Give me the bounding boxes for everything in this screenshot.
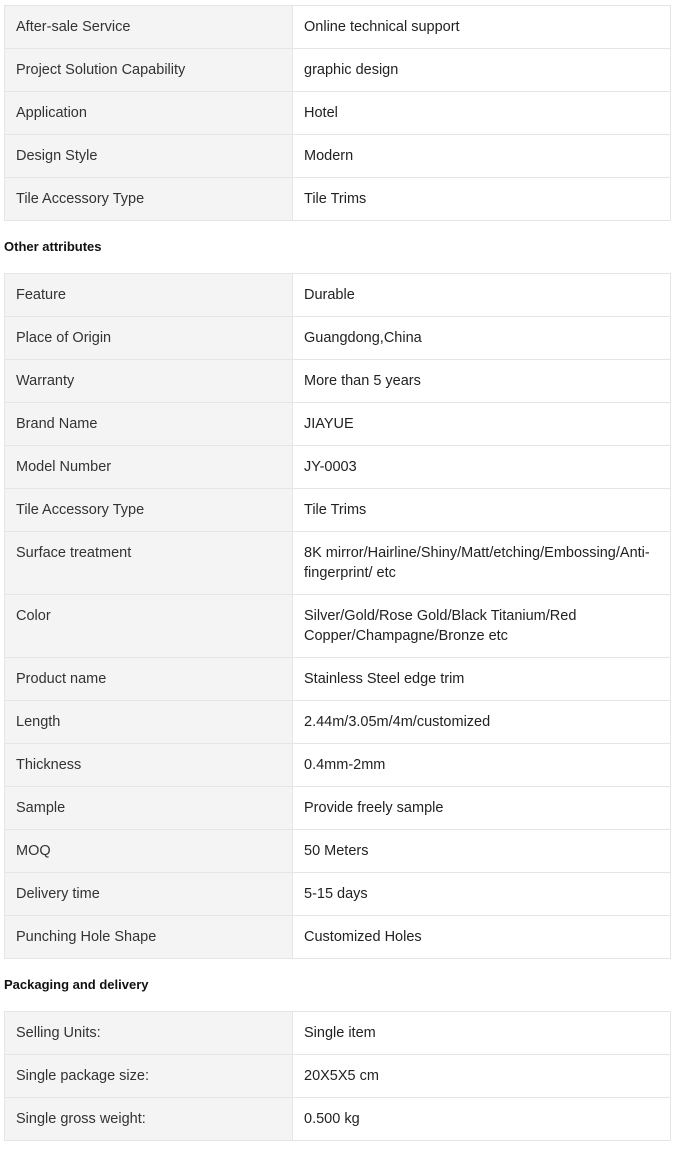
attribute-key: Single gross weight: [5, 1098, 293, 1141]
table-row [5, 92, 671, 135]
attribute-value: 20X5X5 cm [293, 1055, 671, 1098]
table-row [5, 49, 671, 92]
table-row [5, 403, 671, 446]
attribute-key: Tile Accessory Type [5, 489, 293, 532]
attribute-key: Place of Origin [5, 317, 293, 360]
attribute-value: Tile Trims [293, 178, 671, 221]
main-attributes-table [4, 5, 671, 221]
table-row [5, 1055, 671, 1098]
attribute-value: Online technical support [293, 6, 671, 49]
attribute-key: Thickness [5, 744, 293, 787]
attribute-value: Tile Trims [293, 489, 671, 532]
attribute-key: Application [5, 92, 293, 135]
table-row [5, 658, 671, 701]
table-row [5, 873, 671, 916]
attribute-key: Warranty [5, 360, 293, 403]
attribute-key: Selling Units: [5, 1012, 293, 1055]
attribute-value: Stainless Steel edge trim [293, 658, 671, 701]
attribute-value: 50 Meters [293, 830, 671, 873]
attribute-key: After-sale Service [5, 6, 293, 49]
attribute-key: MOQ [5, 830, 293, 873]
table-row [5, 532, 671, 595]
attribute-value: JY-0003 [293, 446, 671, 489]
table-row [5, 787, 671, 830]
attribute-key: Model Number [5, 446, 293, 489]
table-row [5, 701, 671, 744]
attribute-key: Single package size: [5, 1055, 293, 1098]
attribute-value: 5-15 days [293, 873, 671, 916]
table-row [5, 1098, 671, 1141]
other-attributes-table [4, 273, 671, 959]
product-attributes [4, 5, 671, 1141]
attribute-value: 8K mirror/Hairline/Shiny/Matt/etching/Embossing/Anti-fingerprint/ etc [293, 532, 671, 595]
attribute-value: Guangdong,China [293, 317, 671, 360]
table-row [5, 178, 671, 221]
attribute-key: Feature [5, 274, 293, 317]
attribute-value: Customized Holes [293, 916, 671, 959]
table-row [5, 446, 671, 489]
table-row [5, 317, 671, 360]
attribute-key: Color [5, 595, 293, 658]
table-row [5, 489, 671, 532]
table-row [5, 274, 671, 317]
attribute-key: Product name [5, 658, 293, 701]
attribute-value: Hotel [293, 92, 671, 135]
attribute-key: Surface treatment [5, 532, 293, 595]
attribute-value: Single item [293, 1012, 671, 1055]
section-title-other-attributes: Other attributes [4, 239, 102, 254]
attribute-value: JIAYUE [293, 403, 671, 446]
table-row [5, 6, 671, 49]
table-row [5, 1012, 671, 1055]
attribute-key: Design Style [5, 135, 293, 178]
attribute-value: More than 5 years [293, 360, 671, 403]
table-row [5, 595, 671, 658]
packaging-table [4, 1011, 671, 1141]
attribute-key: Sample [5, 787, 293, 830]
attribute-value: Provide freely sample [293, 787, 671, 830]
attribute-value: 2.44m/3.05m/4m/customized [293, 701, 671, 744]
table-row [5, 135, 671, 178]
table-row [5, 916, 671, 959]
attribute-key: Project Solution Capability [5, 49, 293, 92]
attribute-value: Modern [293, 135, 671, 178]
attribute-key: Tile Accessory Type [5, 178, 293, 221]
attribute-value: graphic design [293, 49, 671, 92]
attribute-value: Durable [293, 274, 671, 317]
section-title-packaging: Packaging and delivery [4, 977, 149, 992]
attribute-value: Silver/Gold/Rose Gold/Black Titanium/Red Copper/Champagne/Bronze etc [293, 595, 671, 658]
attribute-key: Length [5, 701, 293, 744]
attribute-key: Delivery time [5, 873, 293, 916]
attribute-value: 0.4mm-2mm [293, 744, 671, 787]
table-row [5, 744, 671, 787]
table-row [5, 830, 671, 873]
attribute-key: Punching Hole Shape [5, 916, 293, 959]
attribute-key: Brand Name [5, 403, 293, 446]
attribute-value: 0.500 kg [293, 1098, 671, 1141]
table-row [5, 360, 671, 403]
